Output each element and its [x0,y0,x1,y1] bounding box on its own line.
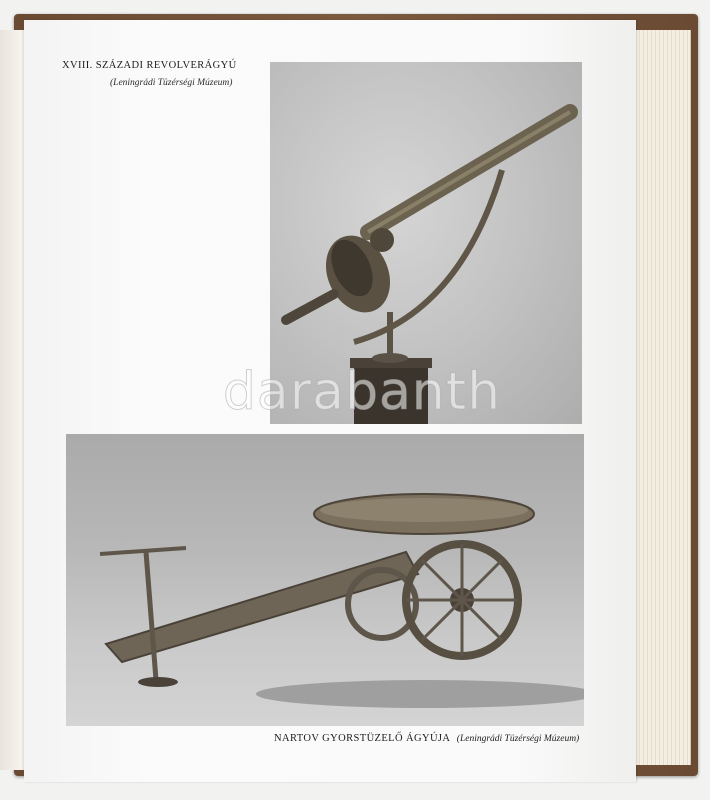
left-page-edge [0,30,27,770]
bottom-plate-caption-title: NARTOV GYORSTÜZELŐ ÁGYÚJA [274,733,451,744]
watermark: darabanth [222,362,502,422]
rapid-fire-cannon-photo [66,434,584,726]
bottom-plate-caption-source: (Leningrádi Tüzérségi Múzeum) [456,734,580,744]
page-edges [628,30,691,765]
top-plate-caption-source: (Leningrádi Tüzérségi Múzeum) [110,78,233,88]
bottom-plate-caption [274,733,594,744]
top-plate-caption-title: XVIII. SZÁZADI REVOLVERÁGYÚ [62,60,237,71]
rapid-fire-cannon-illustration [66,434,584,726]
